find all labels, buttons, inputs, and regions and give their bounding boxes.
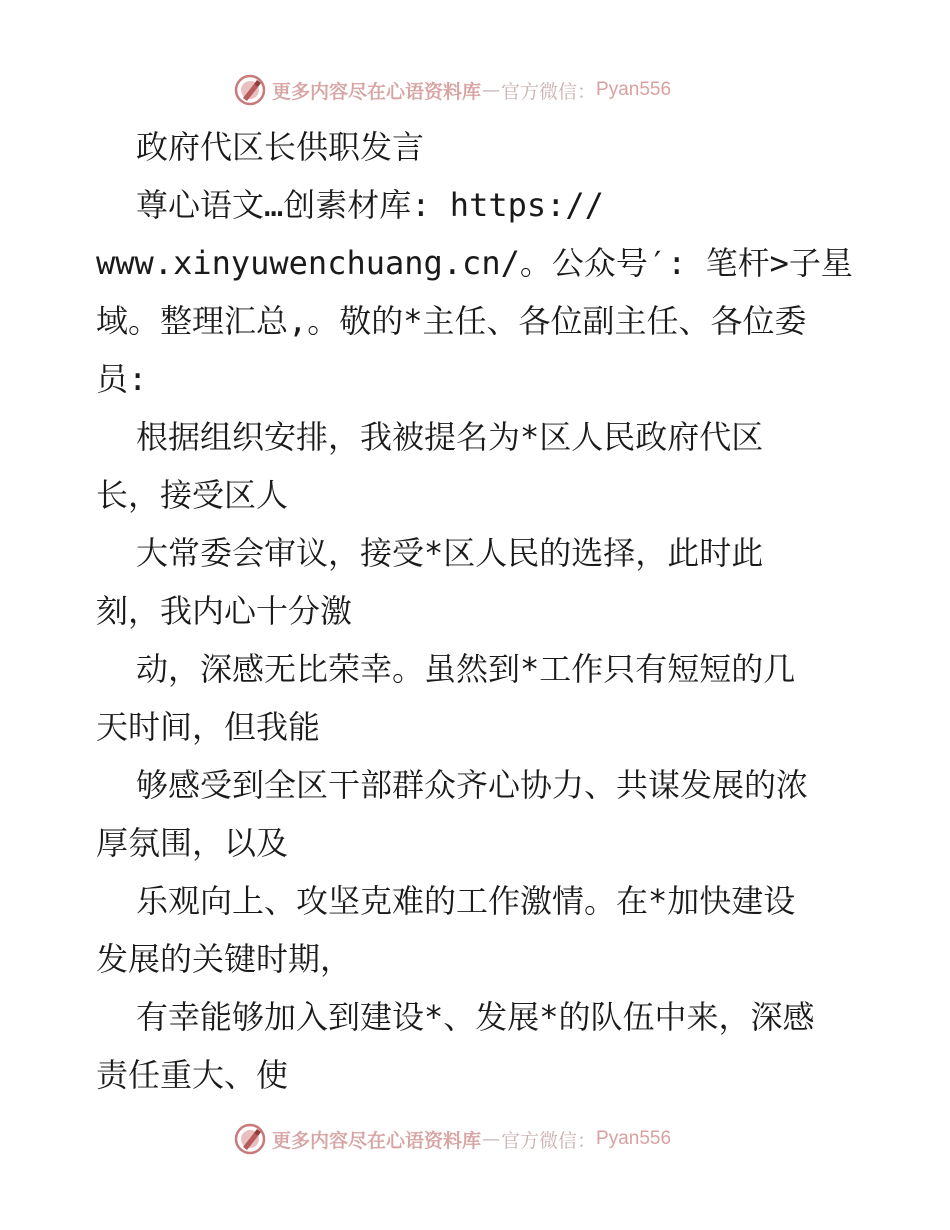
text-line: 尊心语文…创素材库: https:// <box>136 186 604 224</box>
text-line: www.xinyuwenchuang.cn/。公众号′: 笔杆>子星 <box>96 244 853 282</box>
banner-dash: — <box>482 1128 501 1150</box>
text-line: 够感受到全区干部群众齐心协力、共谋发展的浓 <box>136 766 809 804</box>
text-line: 长，接受区人 <box>96 476 289 514</box>
text-line: 域。整理汇总,。敬的*主任、各位副主任、各位委 <box>96 302 807 340</box>
text-line: 刻，我内心十分激 <box>96 592 353 630</box>
banner-official-label: 官方微信： <box>501 1129 597 1152</box>
banner-official-label: 官方微信： <box>501 80 597 103</box>
banner-wechat-id: Pyan556 <box>596 79 672 100</box>
text-line: 发展的关键时期， <box>96 940 353 978</box>
pen-logo-icon <box>234 1123 266 1155</box>
banner-wechat-id: Pyan556 <box>596 1128 672 1149</box>
banner-dash: — <box>482 79 501 101</box>
banner-brand-text: 更多内容尽在心语资料库 <box>272 80 482 103</box>
text-line: 有幸能够加入到建设*、发展*的队伍中来，深感 <box>136 998 815 1036</box>
header-banner <box>234 73 671 107</box>
text-line: 员: <box>96 360 148 398</box>
text-line: 厚氛围，以及 <box>96 824 289 862</box>
text-line: 大常委会审议，接受*区人民的选择，此时此 <box>136 534 764 572</box>
text-line: 责任重大、使 <box>96 1056 289 1094</box>
text-line: 根据组织安排，我被提名为*区人民政府代区 <box>136 418 764 456</box>
text-line: 天时间，但我能 <box>96 708 321 746</box>
text-line: 动，深感无比荣幸。虽然到*工作只有短短的几 <box>136 650 796 688</box>
text-line: 乐观向上、攻坚克难的工作激情。在*加快建设 <box>136 882 796 920</box>
pen-logo-icon <box>234 74 266 106</box>
banner-brand-text: 更多内容尽在心语资料库 <box>272 1129 482 1152</box>
footer-banner <box>234 1122 671 1156</box>
document-title: 政府代区长供职发言 <box>136 128 425 166</box>
